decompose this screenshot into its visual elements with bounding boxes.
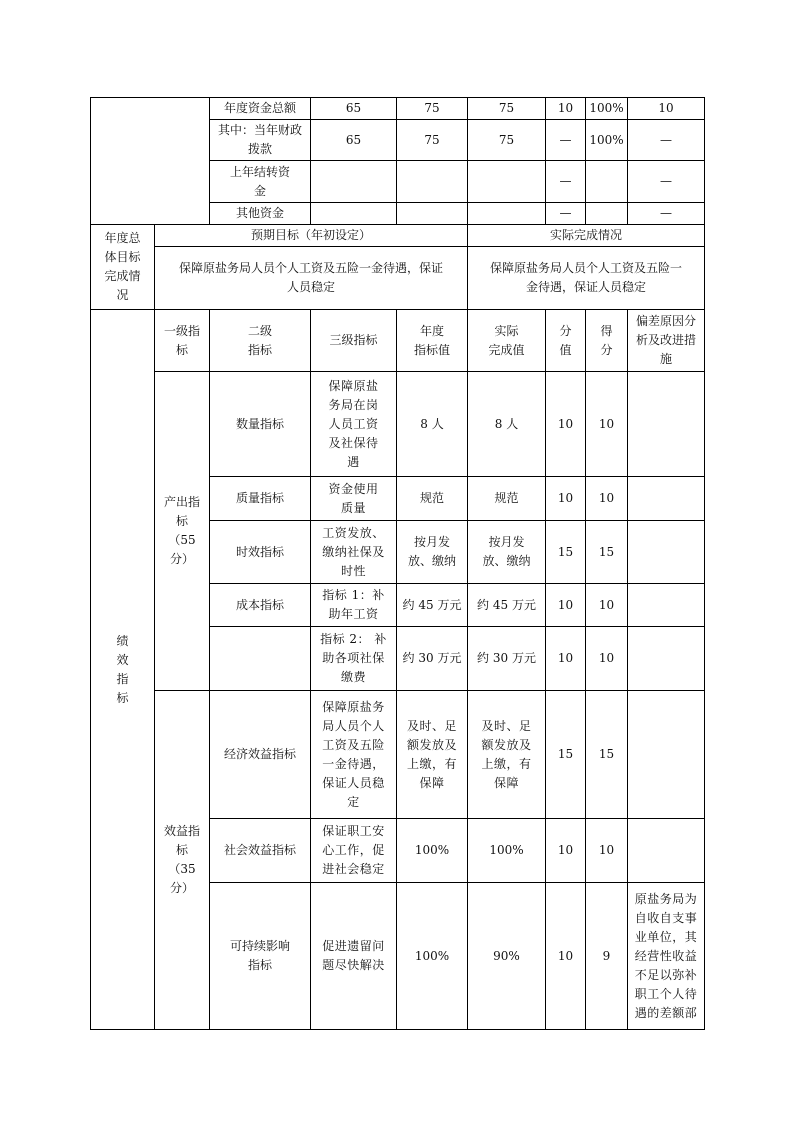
- funds-rate: 100%: [586, 98, 628, 120]
- reason-cell: 原盐务局为 自收自支事 业单位，其 经营性收益 不足以弥补 职工个人待 遇的差额部: [628, 883, 705, 1030]
- l2-cell: 时效指标: [210, 521, 311, 584]
- target-cell: 按月发 放、缴纳: [397, 521, 468, 584]
- l2-cell: [210, 627, 311, 691]
- l3-cell: 保证职工安 心工作，促 进社会稳定: [311, 819, 397, 883]
- funds-got: —: [628, 120, 705, 161]
- funds-planned: [311, 203, 397, 225]
- funds-executed: [468, 161, 546, 203]
- score-cell: 10: [546, 584, 586, 627]
- funds-adjusted: [397, 203, 468, 225]
- reason-cell: [628, 372, 705, 477]
- header-got: 得 分: [586, 310, 628, 372]
- score-cell: 10: [546, 819, 586, 883]
- actual-cell: 及时、足 额发放及 上缴，有 保障: [468, 691, 546, 819]
- l3-cell: 促进遗留问 题尽快解决: [311, 883, 397, 1030]
- reason-cell: [628, 477, 705, 521]
- performance-table: [90, 97, 705, 1030]
- funds-score: 10: [546, 98, 586, 120]
- actual-cell: 8 人: [468, 372, 546, 477]
- funds-adjusted: [397, 161, 468, 203]
- benefit-group-label: 效益指 标 （35 分）: [155, 691, 210, 1030]
- header-target: 年度 指标值: [397, 310, 468, 372]
- l3-cell: 保障原盐 务局在岗 人员工资 及社保待 遇: [311, 372, 397, 477]
- perf-header-row: [91, 310, 705, 372]
- funds-blank-cell: [91, 98, 210, 225]
- funds-got: 10: [628, 98, 705, 120]
- actual-header: 实际完成情况: [468, 225, 705, 247]
- target-cell: 规范: [397, 477, 468, 521]
- l2-cell: 质量指标: [210, 477, 311, 521]
- funds-rate: 100%: [586, 120, 628, 161]
- l3-cell: 指标 1：补 助年工资: [311, 584, 397, 627]
- funds-executed: 75: [468, 120, 546, 161]
- funds-row-total: [91, 98, 705, 120]
- actual-cell: 约 30 万元: [468, 627, 546, 691]
- l2-cell: 可持续影响 指标: [210, 883, 311, 1030]
- reason-cell: [628, 627, 705, 691]
- header-score: 分 值: [546, 310, 586, 372]
- header-l1: 一级指 标: [155, 310, 210, 372]
- header-reason: 偏差原因分 析及改进措 施: [628, 310, 705, 372]
- output-group-label: 产出指 标 （55 分）: [155, 372, 210, 691]
- funds-rate: [586, 161, 628, 203]
- actual-text: 保障原盐务局人员个人工资及五险一 金待遇，保证人员稳定: [468, 247, 705, 310]
- funds-got: —: [628, 203, 705, 225]
- overall-label: 年度总 体目标 完成情 况: [91, 225, 155, 310]
- target-cell: 100%: [397, 883, 468, 1030]
- got-cell: 10: [586, 819, 628, 883]
- expected-header: 预期目标（年初设定）: [155, 225, 468, 247]
- l2-cell: 成本指标: [210, 584, 311, 627]
- funds-score: —: [546, 161, 586, 203]
- score-cell: 15: [546, 691, 586, 819]
- actual-cell: 约 45 万元: [468, 584, 546, 627]
- score-cell: 10: [546, 627, 586, 691]
- table-row: [91, 691, 705, 819]
- perf-side-label: 绩 效 指 标: [91, 310, 155, 1030]
- l2-cell: 经济效益指标: [210, 691, 311, 819]
- overall-content-row: [91, 247, 705, 310]
- funds-label: 其他资金: [210, 203, 311, 225]
- funds-score: —: [546, 120, 586, 161]
- funds-got: —: [628, 161, 705, 203]
- reason-cell: [628, 584, 705, 627]
- l2-cell: 社会效益指标: [210, 819, 311, 883]
- funds-adjusted: 75: [397, 120, 468, 161]
- actual-cell: 规范: [468, 477, 546, 521]
- got-cell: 10: [586, 477, 628, 521]
- header-actual: 实际 完成值: [468, 310, 546, 372]
- score-cell: 10: [546, 883, 586, 1030]
- expected-text: 保障原盐务局人员个人工资及五险一金待遇，保证 人员稳定: [155, 247, 468, 310]
- l3-cell: 指标 2： 补 助各项社保 缴费: [311, 627, 397, 691]
- header-l3: 三级指标: [311, 310, 397, 372]
- funds-label: 上年结转资 金: [210, 161, 311, 203]
- overall-header-row: [91, 225, 705, 247]
- target-cell: 100%: [397, 819, 468, 883]
- funds-executed: 75: [468, 98, 546, 120]
- header-l2: 二级 指标: [210, 310, 311, 372]
- l3-cell: 保障原盐务 局人员个人 工资及五险 一金待遇， 保证人员稳 定: [311, 691, 397, 819]
- funds-planned: 65: [311, 98, 397, 120]
- funds-score: —: [546, 203, 586, 225]
- target-cell: 约 45 万元: [397, 584, 468, 627]
- score-cell: 15: [546, 521, 586, 584]
- actual-cell: 100%: [468, 819, 546, 883]
- target-cell: 约 30 万元: [397, 627, 468, 691]
- got-cell: 10: [586, 372, 628, 477]
- reason-cell: [628, 521, 705, 584]
- funds-adjusted: 75: [397, 98, 468, 120]
- reason-cell: [628, 691, 705, 819]
- got-cell: 15: [586, 691, 628, 819]
- target-cell: 及时、足 额发放及 上缴，有 保障: [397, 691, 468, 819]
- got-cell: 15: [586, 521, 628, 584]
- target-cell: 8 人: [397, 372, 468, 477]
- actual-cell: 按月发 放、缴纳: [468, 521, 546, 584]
- score-cell: 10: [546, 477, 586, 521]
- reason-cell: [628, 819, 705, 883]
- l3-cell: 工资发放、 缴纳社保及 时性: [311, 521, 397, 584]
- funds-planned: 65: [311, 120, 397, 161]
- funds-planned: [311, 161, 397, 203]
- l2-cell: 数量指标: [210, 372, 311, 477]
- funds-label: 其中：当年财政拨款: [210, 120, 311, 161]
- actual-cell: 90%: [468, 883, 546, 1030]
- l3-cell: 资金使用 质量: [311, 477, 397, 521]
- funds-label: 年度资金总额: [210, 98, 311, 120]
- score-cell: 10: [546, 372, 586, 477]
- got-cell: 10: [586, 584, 628, 627]
- got-cell: 10: [586, 627, 628, 691]
- funds-rate: [586, 203, 628, 225]
- table-row: [91, 372, 705, 477]
- got-cell: 9: [586, 883, 628, 1030]
- funds-executed: [468, 203, 546, 225]
